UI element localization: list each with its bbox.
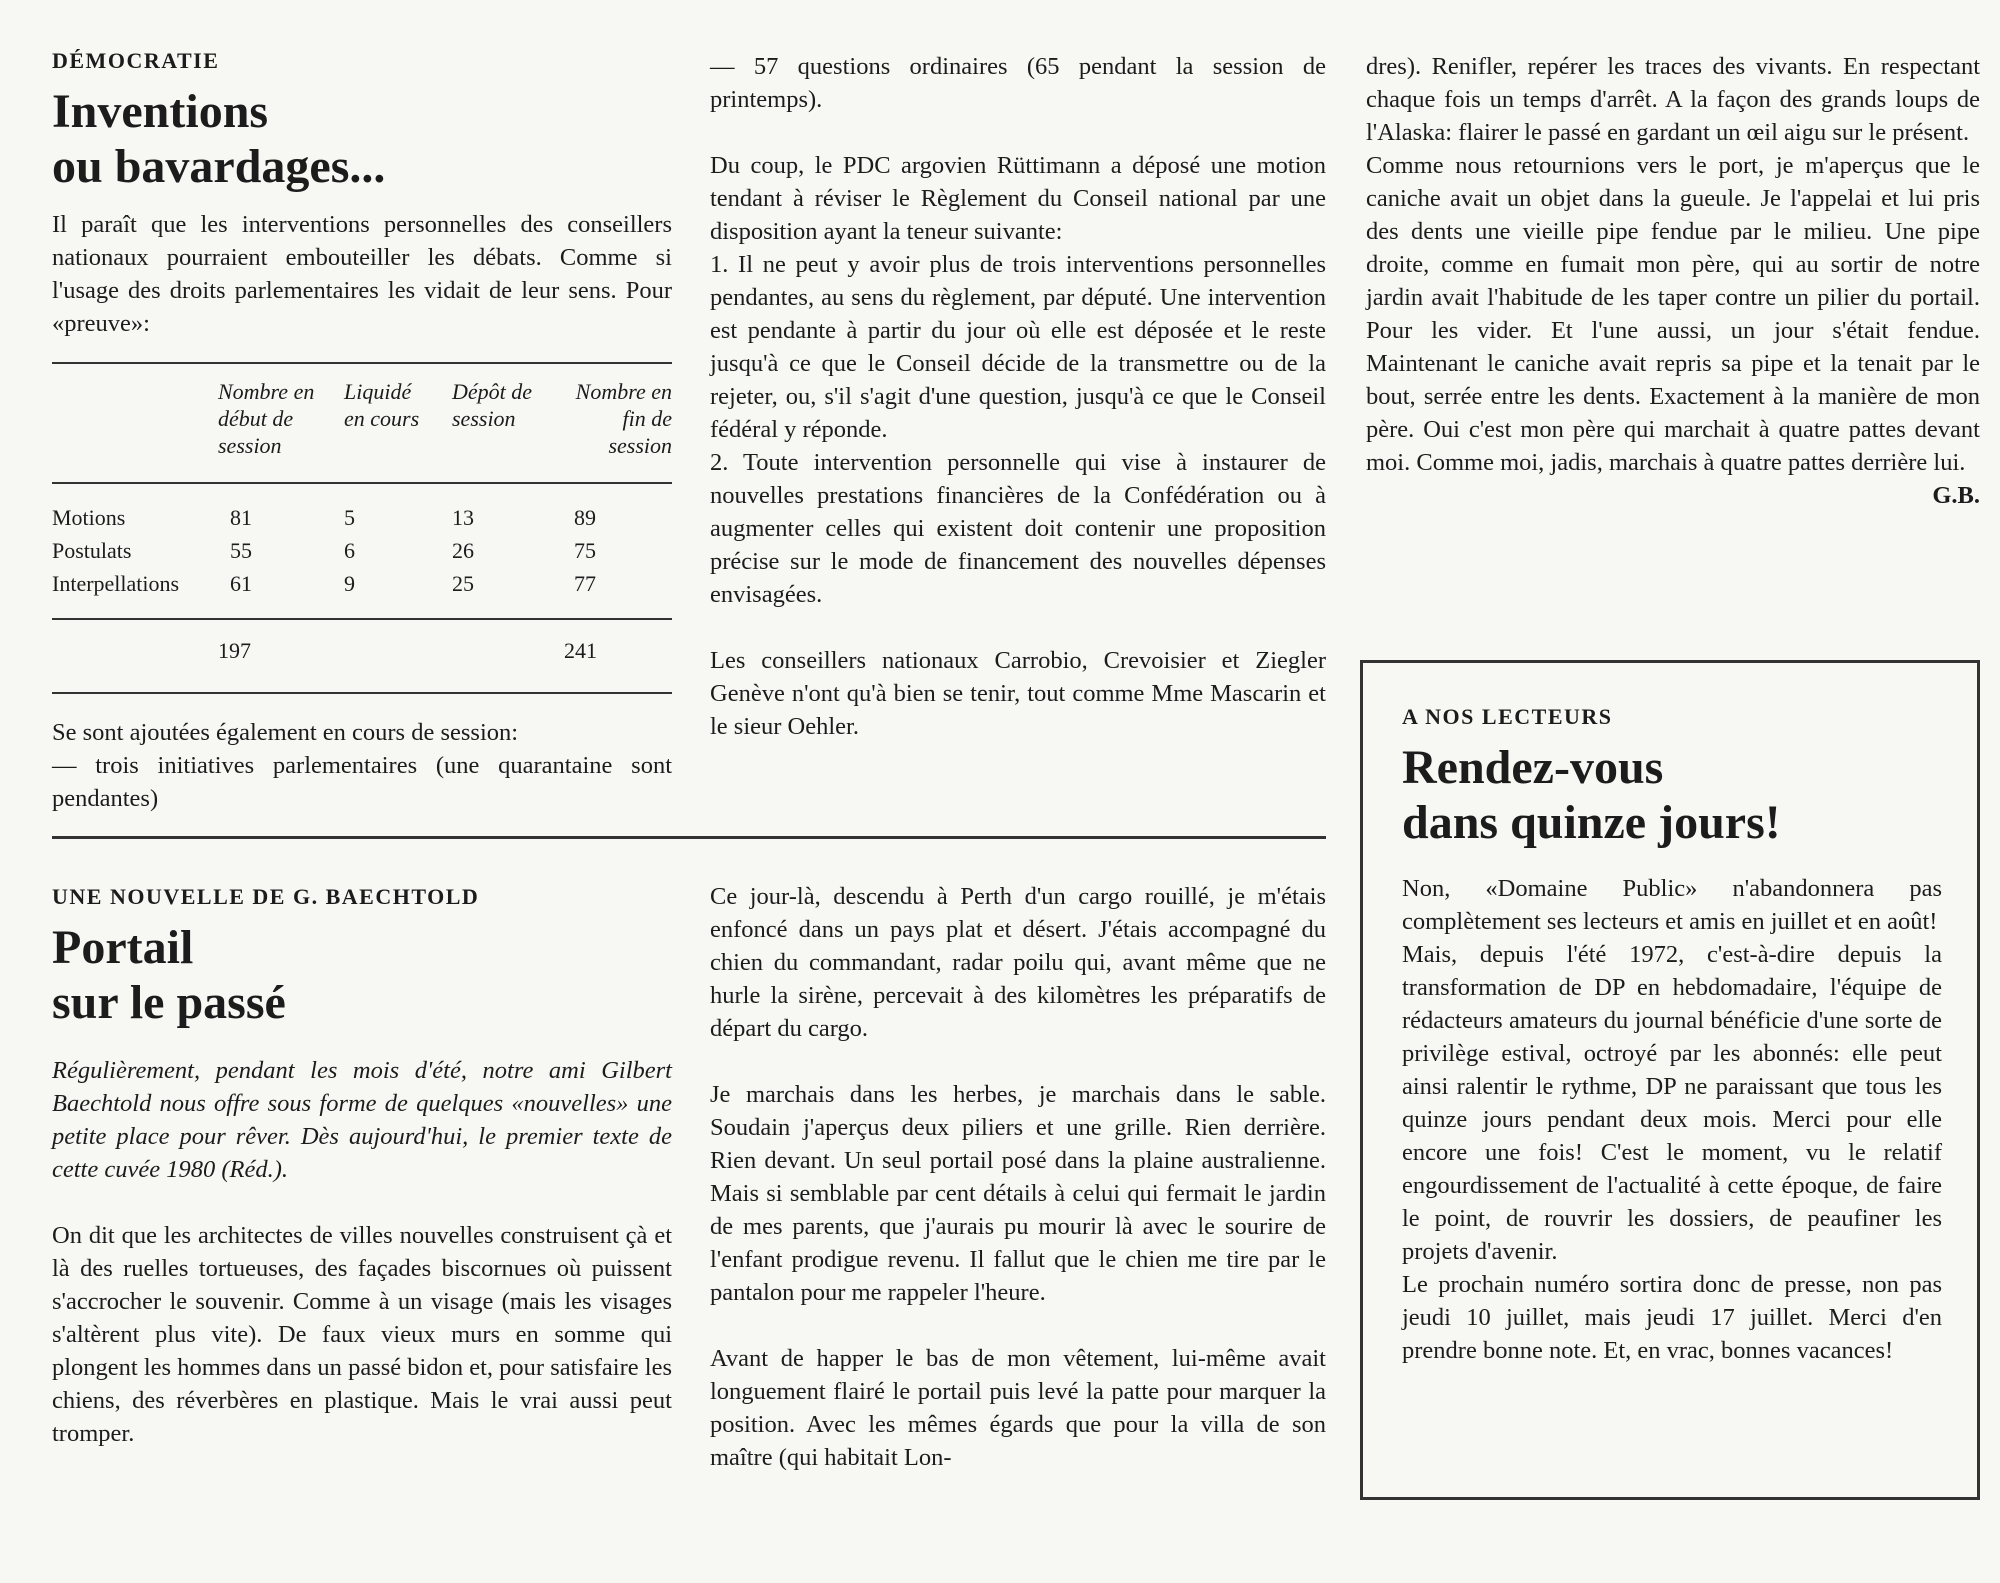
headline-rendez-vous [1402, 740, 1962, 850]
intro-paragraph: Il paraît que les interventions personnelles des conseillers nationaux pourraient embouteiller les débats. Comme si l'usage des droits parlementaires les vidait de leur sens. Pour «preuve»: [52, 211, 672, 337]
notice-header [1402, 704, 1962, 850]
table-cell: 13 [452, 505, 474, 530]
table-cell: 9 [344, 571, 355, 596]
table-header-rule [52, 482, 672, 484]
table-total: 197 [218, 638, 251, 663]
stats-totals [52, 638, 672, 678]
headline-inventions [52, 84, 672, 194]
paragraph: Non, «Domaine Public» n'abandonnera pas complètement ses lecteurs et amis en juillet et en août! [1402, 875, 1942, 935]
headline-line-1: Inventions [52, 85, 269, 138]
paragraph: Du coup, le PDC argovien Rüttimann a déposé une motion tendant à réviser le Règlement du Conseil national par une disposition ayant la teneur suivante: [710, 152, 1326, 245]
paragraph: Les conseillers nationaux Carrobio, Crevoisier et Ziegler Genève n'ont qu'à bien se tenir, tout comme Mme Mascarin et le sieur Oehler. [710, 647, 1326, 740]
article-nouvelle-header [52, 884, 672, 1030]
paragraph: Se sont ajoutées également en cours de session: [52, 719, 519, 746]
article-democratie-header [52, 48, 672, 194]
headline-line-1: Portail [52, 921, 194, 974]
after-table-text [52, 716, 672, 815]
intro-democratie [52, 208, 672, 340]
paragraph: Avant de happer le bas de mon vêtement, lui-même avait longuement flairé le portail puis levé la patte pour marquer la position. Avec les mêmes égards que pour la villa de son maître (qui habitait Lon- [710, 1345, 1326, 1471]
kicker-democratie: DÉMOCRATIE [52, 48, 220, 73]
table-cell: 61 [230, 571, 252, 596]
table-cell: 55 [230, 538, 252, 563]
section-divider [52, 836, 1326, 839]
headline-portail [52, 920, 672, 1030]
table-cell: 75 [574, 538, 596, 563]
article-democratie-col2 [710, 50, 1326, 743]
column-header: Nombre en début de session [218, 379, 315, 458]
paragraph: Mais, depuis l'été 1972, c'est-à-dire depuis la transformation de DP en hebdomadaire, l'équipe de rédacteurs amateurs du journal bénéficie d'une sorte de privilège estival, octroyé par les abonnés: elle peut ainsi ralentir le rythme, DP ne paraissant que tous les quinze jours pendant deux mois. Merci pour elle encore une fois! C'est le moment, vu le relatif engourdissement de l'actualité à cette époque, de faire le point, de rouvrir les dossiers, de peaufiner les projets d'avenir. [1402, 941, 1942, 1265]
paragraph: — 57 questions ordinaires (65 pendant la session de printemps). [710, 53, 1326, 113]
column-header: Nombre en fin de session [575, 379, 672, 458]
paragraph: — trois initiatives parlementaires (une quarantaine sont pendantes) [52, 752, 672, 812]
table-total: 241 [564, 638, 597, 663]
paragraph: 1. Il ne peut y avoir plus de trois interventions personnelles pendantes, au sens du règlement, par député. Une intervention est pendante à partir du jour où elle est déposée et le reste jusqu'à ce que le Conseil décide de la transmettre ou de la rejeter, ou, s'il s'agit d'une question, jusqu'à ce que le Conseil fédéral y réponde. [710, 251, 1326, 443]
table-cell: 89 [574, 505, 596, 530]
table-bottom-rule [52, 692, 672, 694]
table-cell: 77 [574, 571, 596, 596]
article-nouvelle-col1 [52, 1054, 672, 1450]
headline-line-1: Rendez-vous [1402, 741, 1664, 794]
paragraph: Ce jour-là, descendu à Perth d'un cargo rouillé, je m'étais enfoncé dans un pays plat et désert. J'étais accompagné du chien du commandant, radar poilu qui, avant même que ne hurle la sirène, percevait à des kilomètres les préparatifs de départ du cargo. [710, 883, 1326, 1042]
paragraph: Comme nous retournions vers le port, je m'aperçus que le caniche avait un objet dans la gueule. Je l'appelai et lui pris des dents une vieille pipe fendue par le milieu. Une pipe droite, comme en fumait mon père, qui au sortir de notre jardin avait l'habitude de les taper contre un pilier du portail. Pour les vider. Et l'une aussi, un jour s'était fendue. Maintenant le caniche avait repris sa pipe et la tenait par le bout, serrée entre les dents. Exactement à la manière de mon père. Oui c'est mon père qui marchait à quatre pattes devant moi. Comme moi, jadis, marchais à quatre pattes derrière lui. [1366, 152, 1980, 476]
table-cell: 26 [452, 538, 474, 563]
table-row-label: Interpellations [52, 571, 180, 596]
stats-rows [52, 505, 672, 625]
intro-italic: Régulièrement, pendant les mois d'été, notre ami Gilbert Baechtold nous offre sous forme de quelques «nouvelles» une petite place pour rêver. Dès aujourd'hui, le premier texte de cette cuvée 1980 (Réd.). [52, 1057, 672, 1183]
paragraph: On dit que les architectes de villes nouvelles construisent çà et là des ruelles tortueuses, des façades biscornues où puissent s'accrocher le souvenir. Comme à un visage (mais les visages s'altèrent plus vite). De faux vieux murs en somme qui plongent les hommes dans un passé bidon et, pour satisfaire les chiens, des réverbères en plastique. Mais le vrai aussi peut tromper. [52, 1222, 672, 1447]
headline-line-2: ou bavardages... [52, 140, 386, 193]
table-cell: 81 [230, 505, 252, 530]
paragraph: Je marchais dans les herbes, je marchais dans le sable. Soudain j'aperçus deux piliers et une grille. Rien derrière. Rien devant. Un seul portail posé dans la plaine australienne. Mais si semblable par cent détails à celui qui fermait le jardin de mes parents, que j'aurais pu mourir là avec le sourire de l'enfant prodigue revenu. Il fallut que le chien me tire par le pantalon pour me rappeler l'heure. [710, 1081, 1326, 1306]
column-header: Liquidé en cours [344, 379, 420, 431]
kicker-lecteurs: A NOS LECTEURS [1402, 704, 1613, 729]
paragraph: 2. Toute intervention personnelle qui vise à instaurer de nouvelles prestations financières de la Confédération ou à augmenter celles qui existent doit contenir une proposition précise sur le mode de financement des nouvelles dépenses envisagées. [710, 449, 1326, 608]
kicker-nouvelle: UNE NOUVELLE DE G. BAECHTOLD [52, 884, 480, 909]
article-nouvelle-col3 [1366, 50, 1980, 512]
paragraph: Le prochain numéro sortira donc de presse, non pas jeudi 10 juillet, mais jeudi 17 juillet. Merci d'en prendre bonne note. Et, en vrac, bonnes vacances! [1402, 1271, 1942, 1364]
table-cell: 6 [344, 538, 355, 563]
table-body-rule [52, 618, 672, 620]
notice-body [1402, 872, 1942, 1367]
headline-line-2: sur le passé [52, 976, 286, 1029]
table-top-rule [52, 362, 672, 364]
signature: G.B. [1932, 482, 1980, 509]
table-row-label: Motions [52, 505, 126, 530]
headline-line-2: dans quinze jours! [1402, 796, 1781, 849]
article-nouvelle-col2 [710, 880, 1326, 1474]
table-row-label: Postulats [52, 538, 132, 563]
table-cell: 25 [452, 571, 474, 596]
table-cell: 5 [344, 505, 355, 530]
paragraph: dres). Renifler, repérer les traces des vivants. En respectant chaque fois un temps d'arrêt. A la façon des grands loups de l'Alaska: flairer le passé en gardant un œil aigu sur le présent. [1366, 53, 1980, 146]
column-header: Dépôt de session [452, 379, 533, 431]
